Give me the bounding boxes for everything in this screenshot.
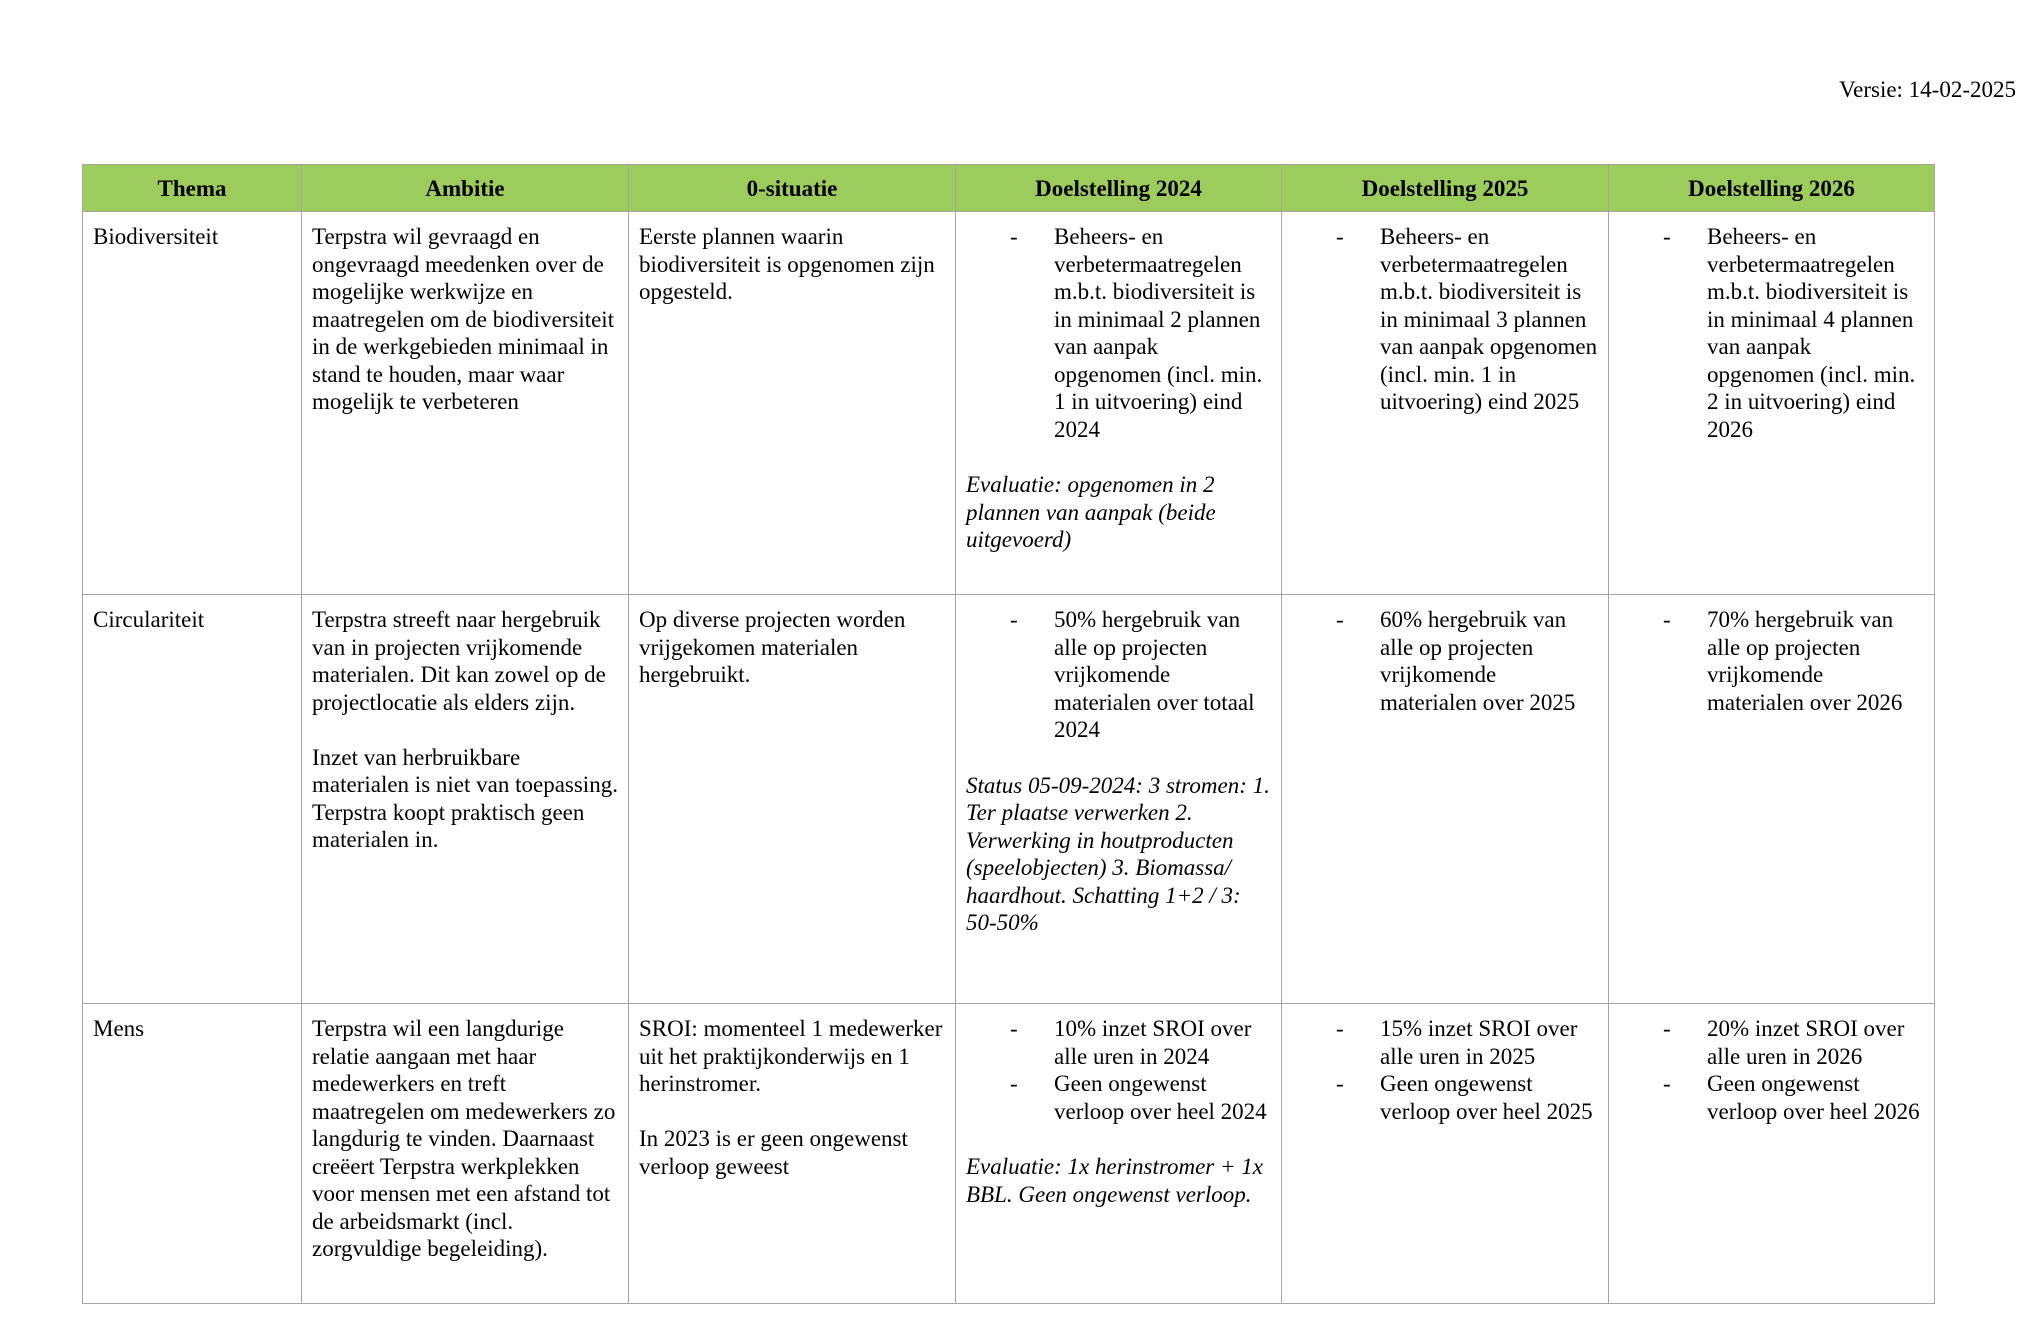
header-thema: Thema [83,165,302,212]
goal-item: - Beheers- en verbetermaatregelen m.b.t. biodiversiteit is in minimaal 4 plannen van aanpak opgenomen (incl. min. 2 in uitvoering) eind 2026 [1619,223,1924,443]
header-ambitie: Ambitie [302,165,629,212]
cell-ambitie [302,1004,629,1304]
goal-list [1292,1015,1598,1125]
header-doelstelling-2025: Doelstelling 2025 [1282,165,1609,212]
header-0-situatie: 0-situatie [629,165,956,212]
cell-doel-2026 [1609,1004,1935,1304]
goal-list [1619,606,1924,716]
goal-item: - 10% inzet SROI over alle uren in 2024 [966,1015,1271,1070]
situatie-text: SROI: momenteel 1 medewerker uit het praktijkonderwijs en 1 herinstromer. In 2023 is er geen ongewenst verloop geweest [639,1016,943,1179]
goal-list [966,223,1271,443]
goal-list [1619,223,1924,443]
goal-list [1619,1015,1924,1125]
goals-table [82,164,1935,1304]
cell-ambitie [302,595,629,1004]
cell-doel-2024 [956,212,1282,595]
cell-doel-2025 [1282,595,1609,1004]
situatie-text: Eerste plannen waarin biodiversiteit is opgenomen zijn opgesteld. [639,224,935,304]
ambitie-text: Terpstra streeft naar hergebruik van in projecten vrijkomende materialen. Dit kan zowel op de projectlocatie als elders zijn. Inzet van herbruikbare materialen is niet van toepassing. Terpstra koopt praktisch geen materialen in. [312,607,618,852]
table-row [83,595,1935,1004]
evaluation-note: Evaluatie: opgenomen in 2 plannen van aanpak (beide uitgevoerd) [966,472,1216,552]
goal-item: - 70% hergebruik van alle op projecten vrijkomende materialen over 2026 [1619,606,1924,716]
goal-item: - Geen ongewenst verloop over heel 2026 [1619,1070,1924,1125]
goal-item: - Beheers- en verbetermaatregelen m.b.t. biodiversiteit is in minimaal 2 plannen van aanpak opgenomen (incl. min. 1 in uitvoering) eind 2024 [966,223,1271,443]
ambitie-text: Terpstra wil een langdurige relatie aangaan met haar medewerkers en treft maatregelen om medewerkers zo langdurig te vinden. Daarnaast creëert Terpstra werkplekken voor mensen met een afstand tot de arbeidsmarkt (incl. zorgvuldige begeleiding). [312,1016,616,1261]
cell-thema [83,595,302,1004]
cell-situatie [629,212,956,595]
goal-list [966,606,1271,744]
cell-situatie [629,1004,956,1304]
goal-item: - 60% hergebruik van alle op projecten vrijkomende materialen over 2025 [1292,606,1598,716]
cell-doel-2024 [956,1004,1282,1304]
table-row [83,212,1935,595]
situatie-text: Op diverse projecten worden vrijgekomen materialen hergebruikt. [639,607,906,687]
goal-item: - Geen ongewenst verloop over heel 2024 [966,1070,1271,1125]
header-doelstelling-2026: Doelstelling 2026 [1609,165,1935,212]
goal-item: - 20% inzet SROI over alle uren in 2026 [1619,1015,1924,1070]
table-row [83,1004,1935,1304]
cell-doel-2024 [956,595,1282,1004]
cell-doel-2026 [1609,595,1935,1004]
goal-list [1292,223,1598,416]
cell-thema [83,1004,302,1304]
evaluation-note: Evaluatie: 1x herinstromer + 1x BBL. Geen ongewenst verloop. [966,1154,1263,1207]
goal-list [966,1015,1271,1125]
goal-item: - 50% hergebruik van alle op projecten vrijkomende materialen over totaal 2024 [966,606,1271,744]
status-note: Status 05-09-2024: 3 stromen: 1. Ter plaatse verwerken 2. Verwerking in houtproducten (speelobjecten) 3. Biomassa/ haardhout. Schatting 1+2 / 3: 50-50% [966,772,1270,935]
thema-text: Biodiversiteit [93,224,219,249]
ambitie-text: Terpstra wil gevraagd en ongevraagd meedenken over de mogelijke werkwijze en maatregelen om de biodiversiteit in de werkgebieden minimaal in stand te houden, maar waar mogelijk te verbeteren [312,224,615,414]
thema-text: Circulariteit [93,607,205,632]
goal-item: - 15% inzet SROI over alle uren in 2025 [1292,1015,1598,1070]
table-header-row [83,165,1935,212]
thema-text: Mens [93,1016,145,1041]
header-doelstelling-2024: Doelstelling 2024 [956,165,1282,212]
cell-doel-2025 [1282,212,1609,595]
cell-thema [83,212,302,595]
goal-list [1292,606,1598,716]
cell-doel-2026 [1609,212,1935,595]
goal-item: - Geen ongewenst verloop over heel 2025 [1292,1070,1598,1125]
cell-ambitie [302,212,629,595]
goal-item: - Beheers- en verbetermaatregelen m.b.t. biodiversiteit is in minimaal 3 plannen van aanpak opgenomen (incl. min. 1 in uitvoering) eind 2025 [1292,223,1598,416]
cell-situatie [629,595,956,1004]
version-label: Versie: 14-02-2025 [1839,77,2016,102]
cell-doel-2025 [1282,1004,1609,1304]
